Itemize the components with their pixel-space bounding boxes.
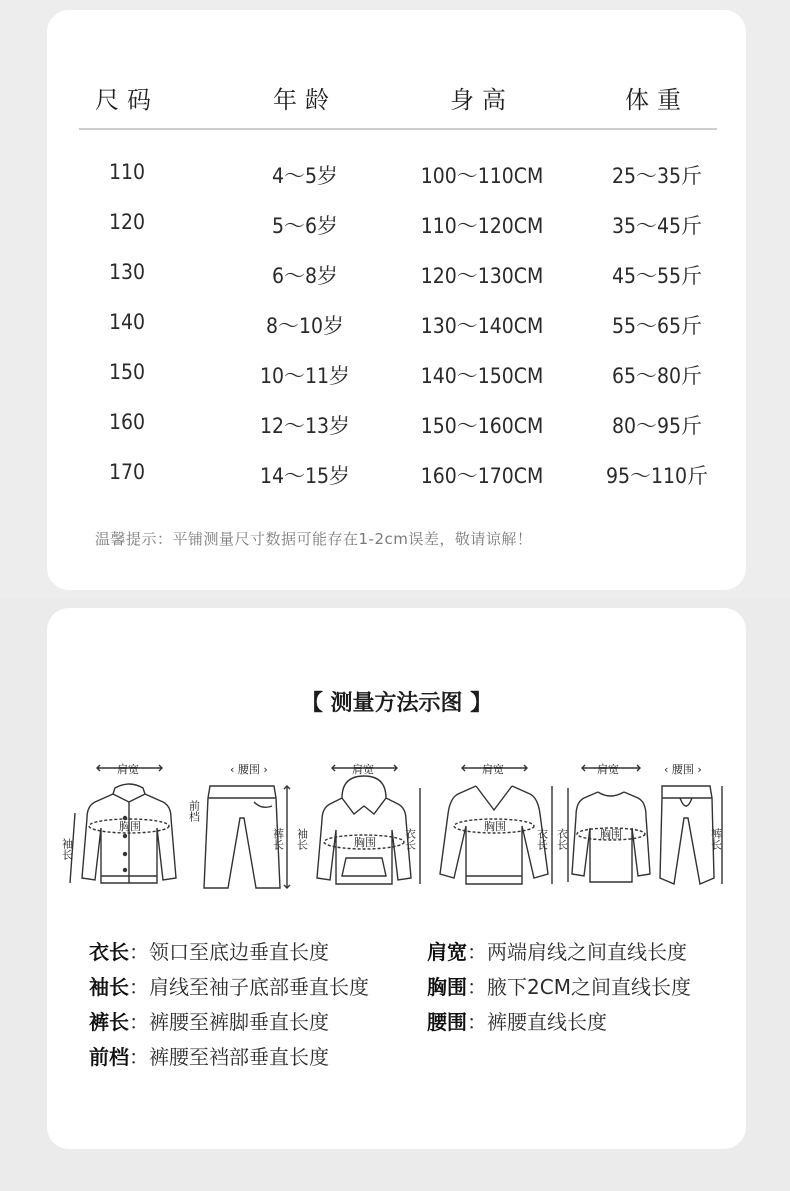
sleeve-label: 袖长 xyxy=(295,828,309,850)
header-divider xyxy=(79,128,717,130)
cell-size: 110 xyxy=(108,160,146,184)
cell-weight: 95～110斤 xyxy=(605,464,709,488)
size-chart-card xyxy=(47,10,746,590)
chest-label: 胸围 xyxy=(484,820,506,833)
header-height: 身高 xyxy=(450,86,514,114)
definition-chest: 胸围：腋下2CM之间直线长度 xyxy=(427,975,691,999)
waist-label: ‹ 腰围 › xyxy=(230,763,268,776)
chest-label: 胸围 xyxy=(119,820,141,833)
pant-length-label: 裤长 xyxy=(271,828,285,850)
header-age: 年龄 xyxy=(273,86,337,114)
definition-waist: 腰围：裤腰直线长度 xyxy=(427,1010,607,1034)
jacket-icon xyxy=(60,758,192,898)
garment-length-label: 衣长 xyxy=(555,828,569,850)
cell-age: 6～8岁 xyxy=(271,264,339,288)
definition-garment-length: 衣长：领口至底边垂直长度 xyxy=(89,940,329,964)
tip-text: 温馨提示：平铺测量尺寸数据可能存在1-2cm误差，敬请谅解！ xyxy=(95,530,533,548)
definition-front-rise: 前档：裤腰至裆部垂直长度 xyxy=(89,1045,329,1069)
cell-weight: 45～55斤 xyxy=(611,264,703,288)
header-size: 尺码 xyxy=(95,86,159,114)
cell-size: 170 xyxy=(108,460,146,484)
cell-size: 120 xyxy=(108,210,146,234)
jacket-figure xyxy=(60,758,192,898)
chest-label: 胸围 xyxy=(600,828,622,841)
definition-shoulder: 肩宽：两端肩线之间直线长度 xyxy=(427,940,687,964)
hoodie-icon xyxy=(295,758,427,898)
pant-length-label: 裤长 xyxy=(709,828,723,850)
cell-age: 14～15岁 xyxy=(259,464,351,488)
hoodie-figure xyxy=(295,758,427,898)
cell-height: 160～170CM xyxy=(420,464,544,488)
cell-height: 110～120CM xyxy=(420,214,544,238)
cell-age: 4～5岁 xyxy=(271,164,339,188)
cell-size: 160 xyxy=(108,410,146,434)
cell-age: 12～13岁 xyxy=(259,414,351,438)
definition-sleeve-length: 袖长：肩线至袖子底部垂直长度 xyxy=(89,975,369,999)
cell-height: 100～110CM xyxy=(420,164,544,188)
chest-label: 胸围 xyxy=(354,836,376,849)
shoulder-label: 肩宽 xyxy=(597,763,619,776)
cell-weight: 80～95斤 xyxy=(611,414,703,438)
cell-size: 130 xyxy=(108,260,146,284)
cell-age: 8～10岁 xyxy=(265,314,345,338)
pants-icon xyxy=(187,758,292,898)
cell-height: 150～160CM xyxy=(420,414,544,438)
sweatshirt-set-icon xyxy=(555,758,732,898)
cell-weight: 55～65斤 xyxy=(611,314,703,338)
cell-height: 120～130CM xyxy=(420,264,544,288)
garment-length-label: 衣长 xyxy=(535,828,549,850)
cell-weight: 35～45斤 xyxy=(611,214,703,238)
sweater-icon xyxy=(432,758,557,898)
cell-age: 10～11岁 xyxy=(259,364,351,388)
front-rise-label: 前档 xyxy=(187,800,201,822)
sleeve-label: 袖长 xyxy=(60,838,74,860)
shoulder-label: 肩宽 xyxy=(117,763,139,776)
cell-size: 140 xyxy=(108,310,146,334)
shoulder-label: 肩宽 xyxy=(482,763,504,776)
header-weight: 体重 xyxy=(625,86,689,114)
cell-weight: 25～35斤 xyxy=(611,164,703,188)
cell-height: 130～140CM xyxy=(420,314,544,338)
measurement-method-card xyxy=(47,608,746,1149)
sweater-figure xyxy=(432,758,557,898)
pants-figure xyxy=(187,758,292,898)
set-figure xyxy=(555,758,732,898)
cell-age: 5～6岁 xyxy=(271,214,339,238)
definition-pant-length: 裤长：裤腰至裤脚垂直长度 xyxy=(89,1010,329,1034)
cell-weight: 65～80斤 xyxy=(611,364,703,388)
cell-size: 150 xyxy=(108,360,146,384)
method-title: 【 测量方法示图 】 xyxy=(300,691,493,716)
shoulder-label: 肩宽 xyxy=(352,763,374,776)
garment-length-label: 衣长 xyxy=(403,828,417,850)
cell-height: 140～150CM xyxy=(420,364,544,388)
waist-label: ‹ 腰围 › xyxy=(664,763,702,776)
